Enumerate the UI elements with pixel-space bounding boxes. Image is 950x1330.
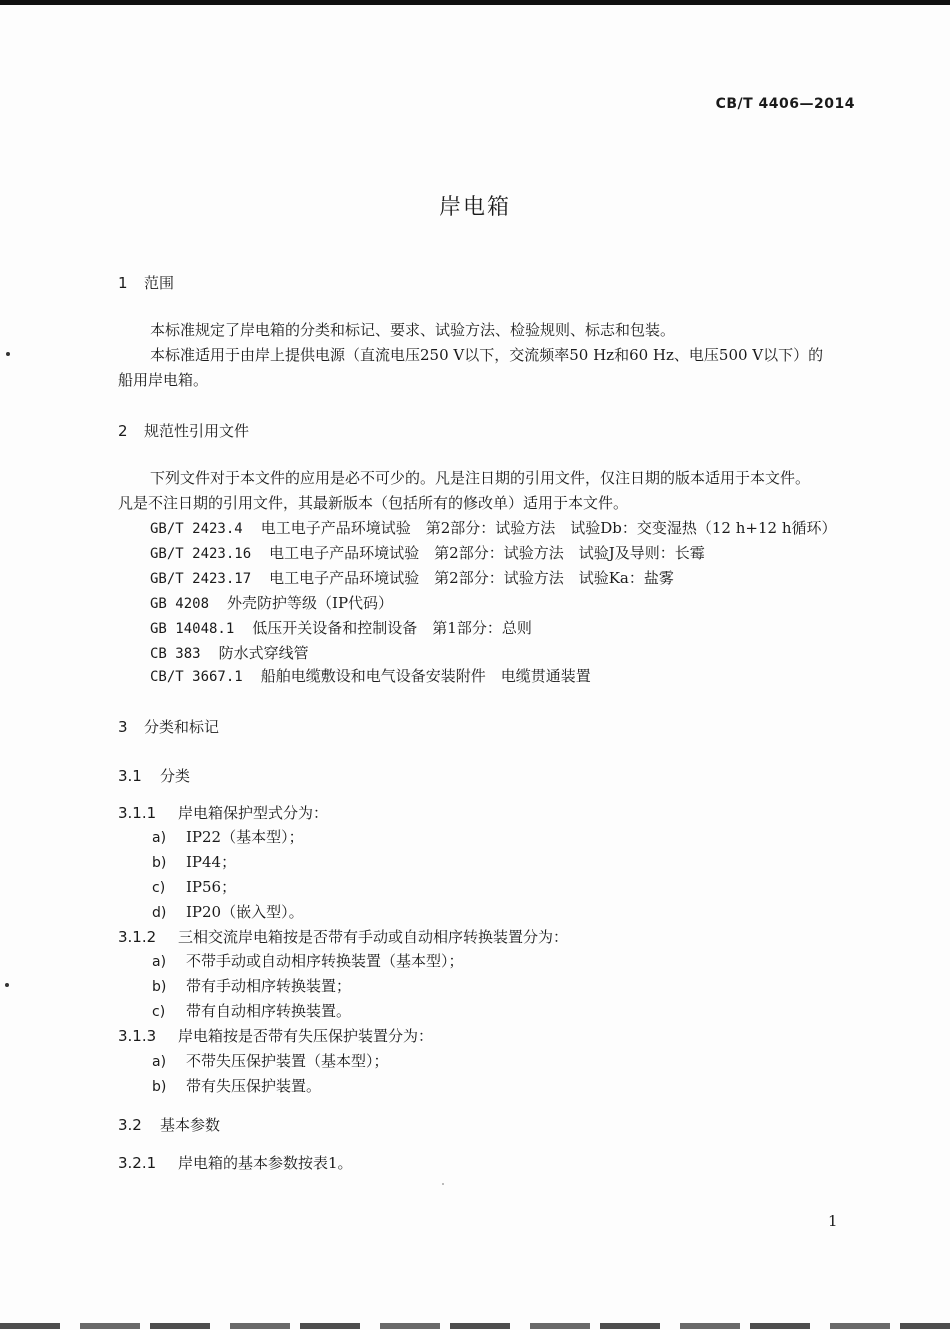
list-text: 带有手动相序转换装置； <box>186 977 352 995</box>
reference-title: 外壳防护等级（IP代码） <box>227 594 394 612</box>
clause-text: 岸电箱的基本参数按表1。 <box>178 1154 353 1172</box>
clause-3-1-2 <box>118 927 568 947</box>
list-marker: a) <box>152 830 167 846</box>
reference-title: 防水式穿线管 <box>218 644 309 662</box>
subsection-3-2-heading <box>118 1115 220 1135</box>
reference-item <box>150 593 393 614</box>
list-text: IP20（嵌入型）。 <box>186 903 304 921</box>
list-item <box>152 1001 351 1022</box>
reference-item <box>150 618 532 639</box>
list-item <box>152 902 304 923</box>
reference-code: CB/T 3667.1 <box>150 669 243 685</box>
list-marker: c) <box>152 880 166 896</box>
clause-text: 岸电箱保护型式分为： <box>178 804 329 822</box>
scan-speck <box>6 352 10 356</box>
section-number: 1 <box>118 274 128 292</box>
clause-number: 3.2.1 <box>118 1154 157 1172</box>
subsection-3-1-heading <box>118 766 190 786</box>
section-title: 分类和标记 <box>144 718 220 736</box>
list-item <box>152 951 464 972</box>
clause-3-2-1 <box>118 1153 353 1173</box>
section-1-para-2-line-2: 船用岸电箱。 <box>118 371 209 389</box>
subsection-title: 基本参数 <box>160 1116 221 1134</box>
clause-text: 三相交流岸电箱按是否带有手动或自动相序转换装置分为： <box>178 928 569 946</box>
clause-3-1-1 <box>118 803 328 823</box>
scan-edge-bottom <box>0 1323 950 1329</box>
reference-code: GB/T 2423.16 <box>150 546 252 562</box>
list-marker: b) <box>152 1079 167 1095</box>
section-3-heading <box>118 717 219 737</box>
clause-text: 岸电箱按是否带有失压保护装置分为： <box>178 1027 434 1045</box>
reference-item <box>150 666 591 687</box>
reference-code: GB/T 2423.17 <box>150 571 252 587</box>
clause-number: 3.1.3 <box>118 1027 157 1045</box>
list-marker: c) <box>152 1004 166 1020</box>
reference-code: GB 14048.1 <box>150 621 235 637</box>
list-text: 带有失压保护装置。 <box>186 1077 322 1095</box>
section-number: 2 <box>118 422 128 440</box>
scan-speck <box>442 1183 444 1185</box>
reference-item <box>150 643 309 664</box>
section-number: 3 <box>118 718 128 736</box>
section-1-para-1: 本标准规定了岸电箱的分类和标记、要求、试验方法、检验规则、标志和包装。 <box>150 321 676 339</box>
reference-title: 船舶电缆敷设和电气设备安装附件 电缆贯通装置 <box>260 667 591 685</box>
section-1-heading <box>118 273 174 293</box>
section-2-heading <box>118 421 249 441</box>
section-2-para-line-1: 下列文件对于本文件的应用是必不可少的。凡是注日期的引用文件，仅注日期的版本适用于本文件。 <box>150 469 811 487</box>
list-item <box>152 877 236 898</box>
list-item <box>152 827 304 848</box>
page-number: 1 <box>828 1212 838 1230</box>
reference-title: 低压开关设备和控制设备 第1部分：总则 <box>252 619 532 637</box>
list-marker: b) <box>152 979 167 995</box>
document-title: 岸电箱 <box>438 195 511 220</box>
list-item <box>152 1051 389 1072</box>
list-text: IP56； <box>186 878 237 896</box>
clause-3-1-3 <box>118 1026 433 1046</box>
clause-number: 3.1.2 <box>118 928 157 946</box>
standard-code: CB/T 4406—2014 <box>715 96 855 112</box>
clause-number: 3.1.1 <box>118 804 157 822</box>
section-1-para-2-line-1: 本标准适用于由岸上提供电源（直流电压250 V以下，交流频率50 Hz和60 Hz、电压500 V以下）的 <box>150 346 824 364</box>
section-2-para-line-2: 凡是不注日期的引用文件，其最新版本（包括所有的修改单）适用于本文件。 <box>118 494 629 512</box>
list-item <box>152 976 351 997</box>
list-text: 带有自动相序转换装置。 <box>186 1002 352 1020</box>
list-text: IP44； <box>186 853 237 871</box>
reference-title: 电工电子产品环境试验 第2部分：试验方法 试验Ka：盐雾 <box>269 569 674 587</box>
list-marker: a) <box>152 1054 167 1070</box>
reference-item <box>150 543 705 564</box>
reference-code: CB 383 <box>150 646 201 662</box>
reference-title: 电工电子产品环境试验 第2部分：试验方法 试验J及导则：长霉 <box>269 544 705 562</box>
section-title: 范围 <box>144 274 175 292</box>
subsection-title: 分类 <box>160 767 191 785</box>
list-text: 不带手动或自动相序转换装置（基本型）； <box>186 952 464 970</box>
list-text: IP22（基本型）； <box>186 828 304 846</box>
reference-code: GB 4208 <box>150 596 210 612</box>
list-marker: b) <box>152 855 167 871</box>
list-marker: d) <box>152 905 167 921</box>
reference-title: 电工电子产品环境试验 第2部分：试验方法 试验Db：交变湿热（12 h+12 h循环） <box>260 519 837 537</box>
reference-item <box>150 518 837 539</box>
scan-speck <box>5 983 9 987</box>
list-text: 不带失压保护装置（基本型）； <box>186 1052 389 1070</box>
reference-code: GB/T 2423.4 <box>150 521 243 537</box>
list-marker: a) <box>152 954 167 970</box>
reference-item <box>150 568 674 589</box>
list-item <box>152 852 236 873</box>
subsection-number: 3.2 <box>118 1116 142 1134</box>
subsection-number: 3.1 <box>118 767 142 785</box>
scan-edge-top <box>0 0 950 5</box>
list-item <box>152 1076 321 1097</box>
section-title: 规范性引用文件 <box>144 422 250 440</box>
